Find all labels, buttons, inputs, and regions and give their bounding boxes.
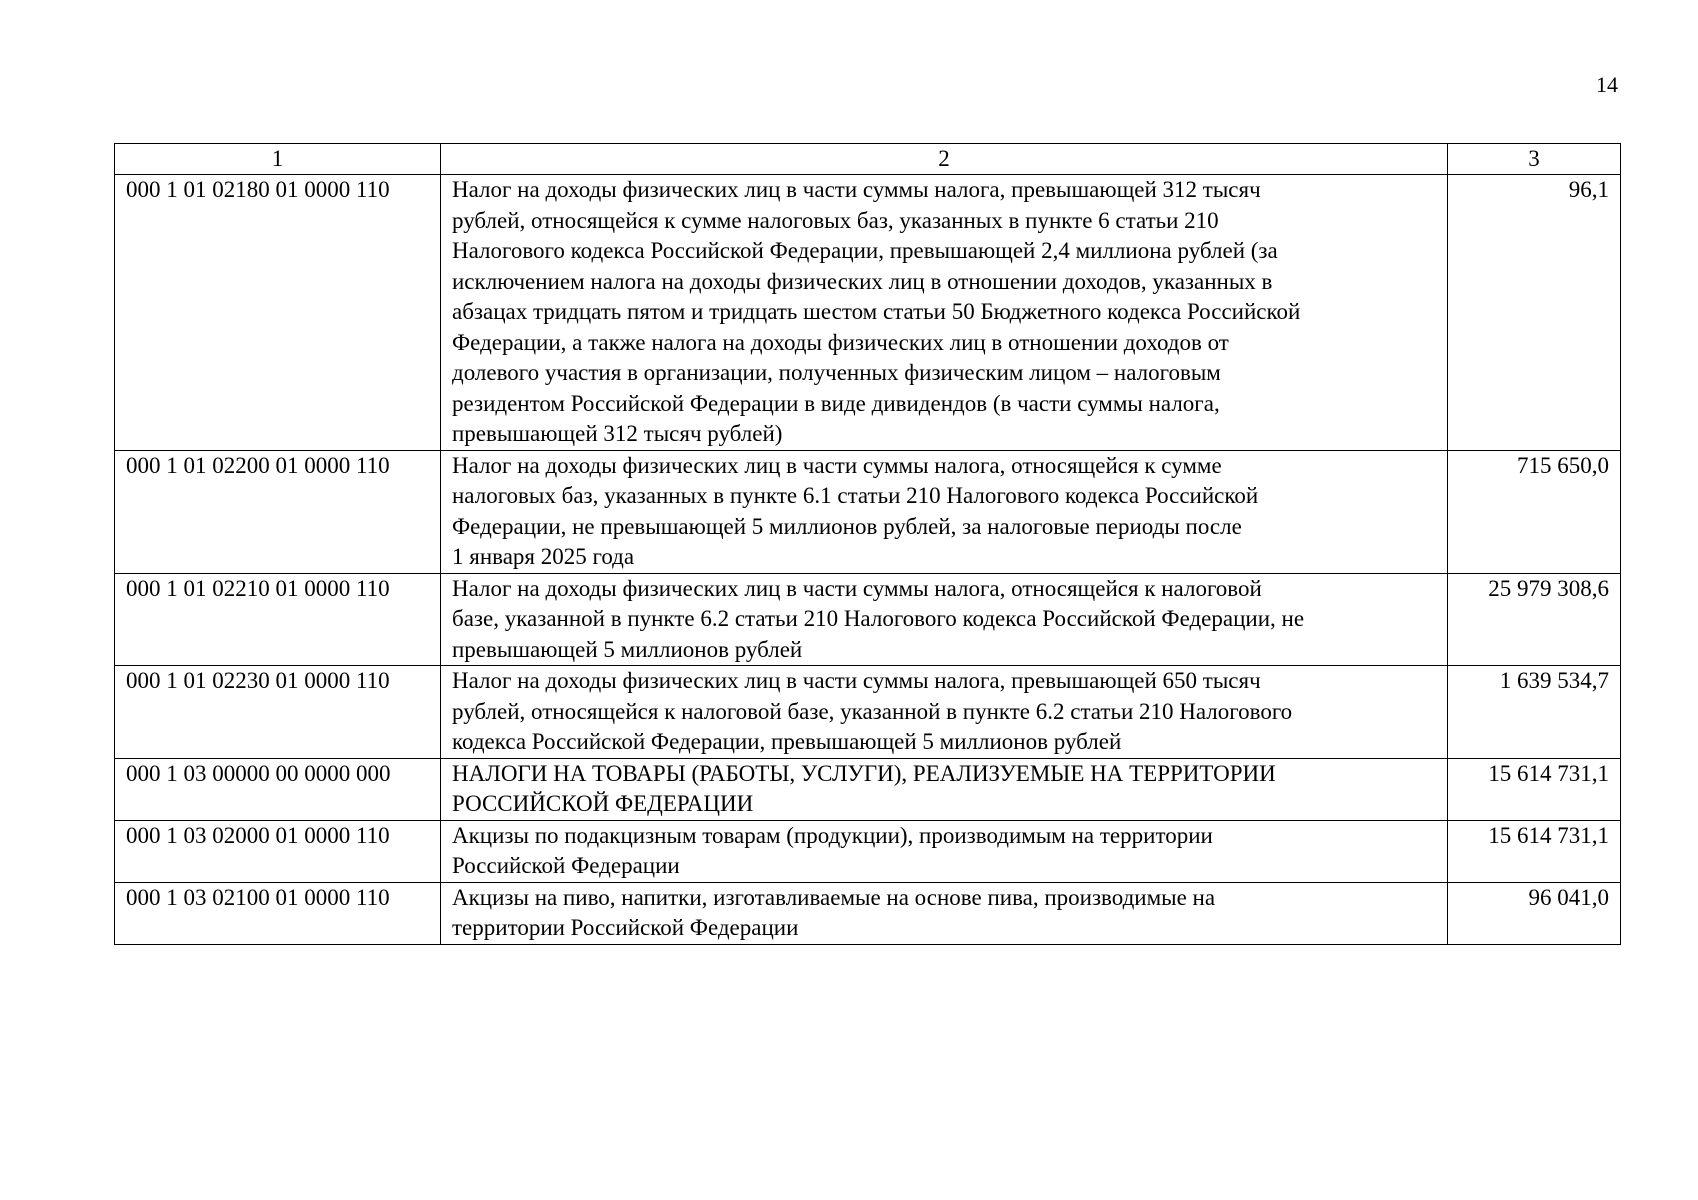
description-line: НАЛОГИ НА ТОВАРЫ (РАБОТЫ, УСЛУГИ), РЕАЛИЗУЕМЫЕ НА ТЕРРИТОРИИ (452, 760, 1276, 786)
budget-code-cell: 000 1 03 00000 00 0000 000 (115, 758, 441, 820)
description-line: Акцизы на пиво, напитки, изготавливаемые на основе пива, производимые на (452, 884, 1216, 910)
description-line: Налог на доходы физических лиц в части суммы налога, относящейся к налоговой (452, 575, 1262, 601)
description-cell (441, 175, 1448, 451)
description-cell (441, 450, 1448, 573)
page-number: 14 (1596, 72, 1618, 97)
description-line: кодекса Российской Федерации, превышающей 5 миллионов рублей (452, 729, 1122, 754)
budget-code-cell: 000 1 03 02100 01 0000 110 (115, 882, 441, 944)
amount-cell: 1 639 534,7 (1448, 666, 1621, 759)
description-line: превышающей 312 тысяч рублей) (452, 421, 783, 446)
description-line: Налог на доходы физических лиц в части суммы налога, относящейся к сумме (452, 452, 1222, 478)
description-line: 1 января 2025 года (452, 544, 635, 569)
description-line: резидентом Российской Федерации в виде дивидендов (в части суммы налога, (452, 390, 1220, 416)
description-cell (441, 573, 1448, 666)
description-cell (441, 758, 1448, 820)
table-row (115, 758, 1621, 820)
revenue-table (114, 143, 1621, 945)
amount-cell: 15 614 731,1 (1448, 758, 1621, 820)
description-line: РОССИЙСКОЙ ФЕДЕРАЦИИ (452, 791, 754, 816)
description-line: абзацах тридцать пятом и тридцать шестом статьи 50 Бюджетного кодекса Российской (452, 299, 1301, 324)
budget-code-cell: 000 1 03 02000 01 0000 110 (115, 820, 441, 882)
description-line: Налог на доходы физических лиц в части суммы налога, превышающей 650 тысяч (452, 668, 1261, 693)
amount-cell: 715 650,0 (1448, 450, 1621, 573)
description-line: долевого участия в организации, полученных физическим лицом – налоговым (452, 360, 1221, 385)
amount-cell: 96 041,0 (1448, 882, 1621, 944)
column-header-code: 1 (115, 144, 441, 175)
amount-cell: 96,1 (1448, 175, 1621, 451)
budget-code-cell: 000 1 01 02210 01 0000 110 (115, 573, 441, 666)
description-line: исключением налога на доходы физических лиц в отношении доходов, указанных в (452, 268, 1273, 294)
table-row (115, 882, 1621, 944)
budget-code-cell: 000 1 01 02200 01 0000 110 (115, 450, 441, 573)
description-line: Федерации, а также налога на доходы физических лиц в отношении доходов от (452, 329, 1229, 355)
table-row (115, 175, 1621, 451)
description-line: базе, указанной в пункте 6.2 статьи 210 Налогового кодекса Российской Федерации, не (452, 606, 1305, 631)
description-cell (441, 882, 1448, 944)
amount-cell: 25 979 308,6 (1448, 573, 1621, 666)
amount-cell: 15 614 731,1 (1448, 820, 1621, 882)
table-body (115, 175, 1621, 945)
description-line: рублей, относящейся к сумме налоговых баз, указанных в пункте 6 статьи 210 (452, 207, 1219, 233)
table-row (115, 820, 1621, 882)
table-header-row (115, 144, 1621, 175)
description-cell (441, 820, 1448, 882)
budget-code-cell: 000 1 01 02180 01 0000 110 (115, 175, 441, 451)
table-row (115, 666, 1621, 759)
column-header-description: 2 (441, 144, 1448, 175)
column-header-amount: 3 (1448, 144, 1621, 175)
description-line: Акцизы по подакцизным товарам (продукции), производимым на территории (452, 822, 1213, 848)
description-line: Федерации, не превышающей 5 миллионов рублей, за налоговые периоды после (452, 513, 1242, 539)
description-line: территории Российской Федерации (452, 915, 799, 940)
description-line: Налог на доходы физических лиц в части суммы налога, превышающей 312 тысяч (452, 177, 1261, 202)
table-row (115, 573, 1621, 666)
budget-code-cell: 000 1 01 02230 01 0000 110 (115, 666, 441, 759)
description-cell (441, 666, 1448, 759)
description-line: Российской Федерации (452, 853, 680, 878)
description-line: превышающей 5 миллионов рублей (452, 636, 803, 662)
table-row (115, 450, 1621, 573)
description-line: налоговых баз, указанных в пункте 6.1 статьи 210 Налогового кодекса Российской (452, 483, 1259, 508)
description-line: рублей, относящейся к налоговой базе, указанной в пункте 6.2 статьи 210 Налогового (452, 698, 1293, 724)
description-line: Налогового кодекса Российской Федерации, превышающей 2,4 миллиона рублей (за (452, 238, 1278, 263)
